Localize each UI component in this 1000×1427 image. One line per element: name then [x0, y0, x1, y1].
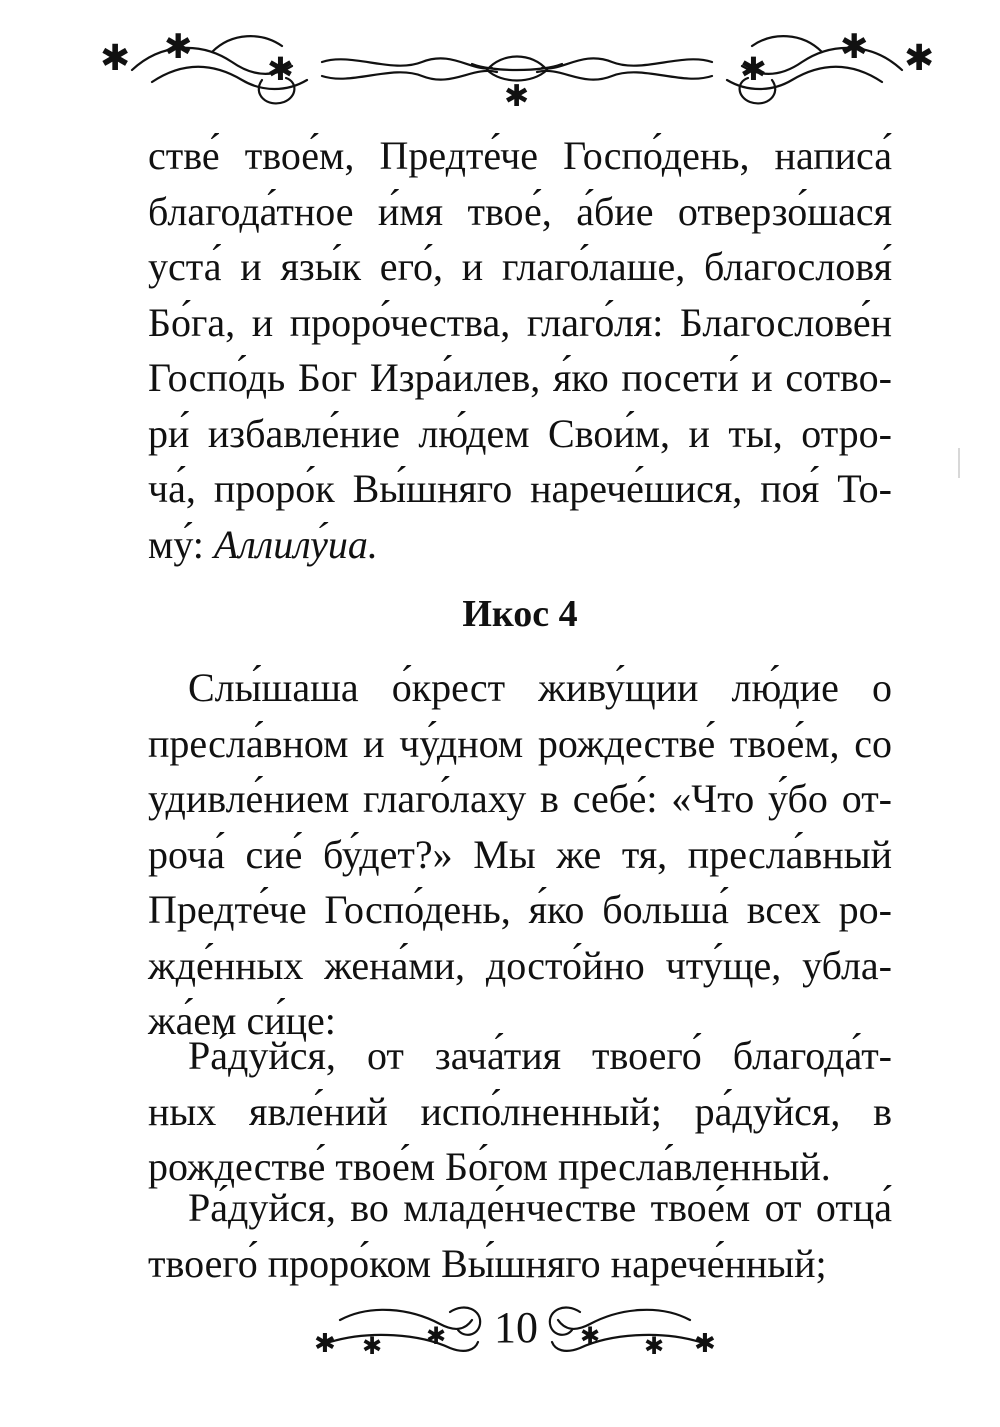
- text-line: пресла́вном и чу́дном рождестве́ твое́м, со: [148, 720, 892, 766]
- refrain-alleluia: Аллилу́иа.: [213, 521, 378, 567]
- section-heading: Икос 4: [462, 593, 578, 635]
- flower-icon: ✱: [426, 1322, 447, 1350]
- kontakion-text: [148, 128, 892, 572]
- text-line: Ра́дуйся, во младе́нчестве твое́м от отца́: [188, 1185, 892, 1230]
- text-line: Слы́шаша о́крест живу́щии лю́дие о: [188, 665, 892, 710]
- text-line: твоего́ проро́ком Вы́шняго нарече́нный;: [148, 1240, 827, 1286]
- text-line: уста́ и язы́к его́, и глаго́лаше, благословя́: [148, 244, 892, 289]
- ikos-paragraph-3: [148, 1180, 892, 1291]
- text-line: ных явле́ний испо́лненный; ра́дуйся, в: [148, 1088, 892, 1134]
- text-line: Ра́дуйся, от зача́тия твоего́ благода́т-: [188, 1033, 892, 1078]
- ikos-paragraph-1: [148, 660, 892, 1049]
- flower-icon: ✱: [362, 1332, 383, 1360]
- flower-icon: ✱: [694, 1329, 716, 1359]
- flower-icon: ✱: [164, 27, 193, 67]
- text-line: Бо́га, и проро́чества, глаго́ля: Благослове́н: [148, 299, 892, 345]
- flower-icon: ✱: [740, 50, 767, 88]
- text-line: жа́ем си́це:: [148, 998, 336, 1043]
- text-line: ча́, проро́к Вы́шняго нарече́шися, поя́ То-: [148, 466, 892, 511]
- ikos-paragraph-2: [148, 1028, 892, 1195]
- text-line: удивле́нием глаго́лаху в себе́: «Что у́бо от-: [148, 776, 892, 821]
- flower-icon: ✱: [840, 27, 869, 67]
- flower-icon: ✱: [580, 1322, 601, 1350]
- text-line-last: [148, 517, 892, 573]
- text-line: жде́нных жена́ми, досто́йно чту́ще, убла-: [148, 942, 892, 988]
- text-fragment: му́:: [148, 521, 214, 567]
- text-line: стве́ твое́м, Предте́че Госпо́день, написа́: [148, 133, 892, 178]
- text-line: Предте́че Госпо́день, я́ко больша́ всех ро-: [148, 887, 892, 932]
- text-line: рождестве́ твое́м Бо́гом пресла́вленный.: [148, 1144, 831, 1189]
- flower-icon: ✱: [267, 50, 294, 88]
- text-line: ри́ избавле́ние лю́дем Свои́м, и ты, отро-: [148, 410, 892, 456]
- scan-mark: [958, 448, 960, 478]
- flower-icon: ✱: [314, 1329, 336, 1359]
- text-line: Госпо́дь Бог Изра́илев, я́ко посети́ и сотво-: [148, 355, 892, 400]
- flower-icon: ✱: [100, 38, 131, 79]
- flower-icon: ✱: [504, 79, 530, 114]
- text-line: благода́тное и́мя твое́, а́бие отверзо́шася: [148, 188, 892, 234]
- text-line: роча́ сие́ бу́дет?» Мы же тя, пресла́вный: [148, 831, 892, 877]
- flower-icon: ✱: [904, 38, 935, 79]
- page-number: 10: [494, 1303, 538, 1352]
- flower-icon: ✱: [644, 1332, 665, 1360]
- top-ornament: [92, 22, 942, 114]
